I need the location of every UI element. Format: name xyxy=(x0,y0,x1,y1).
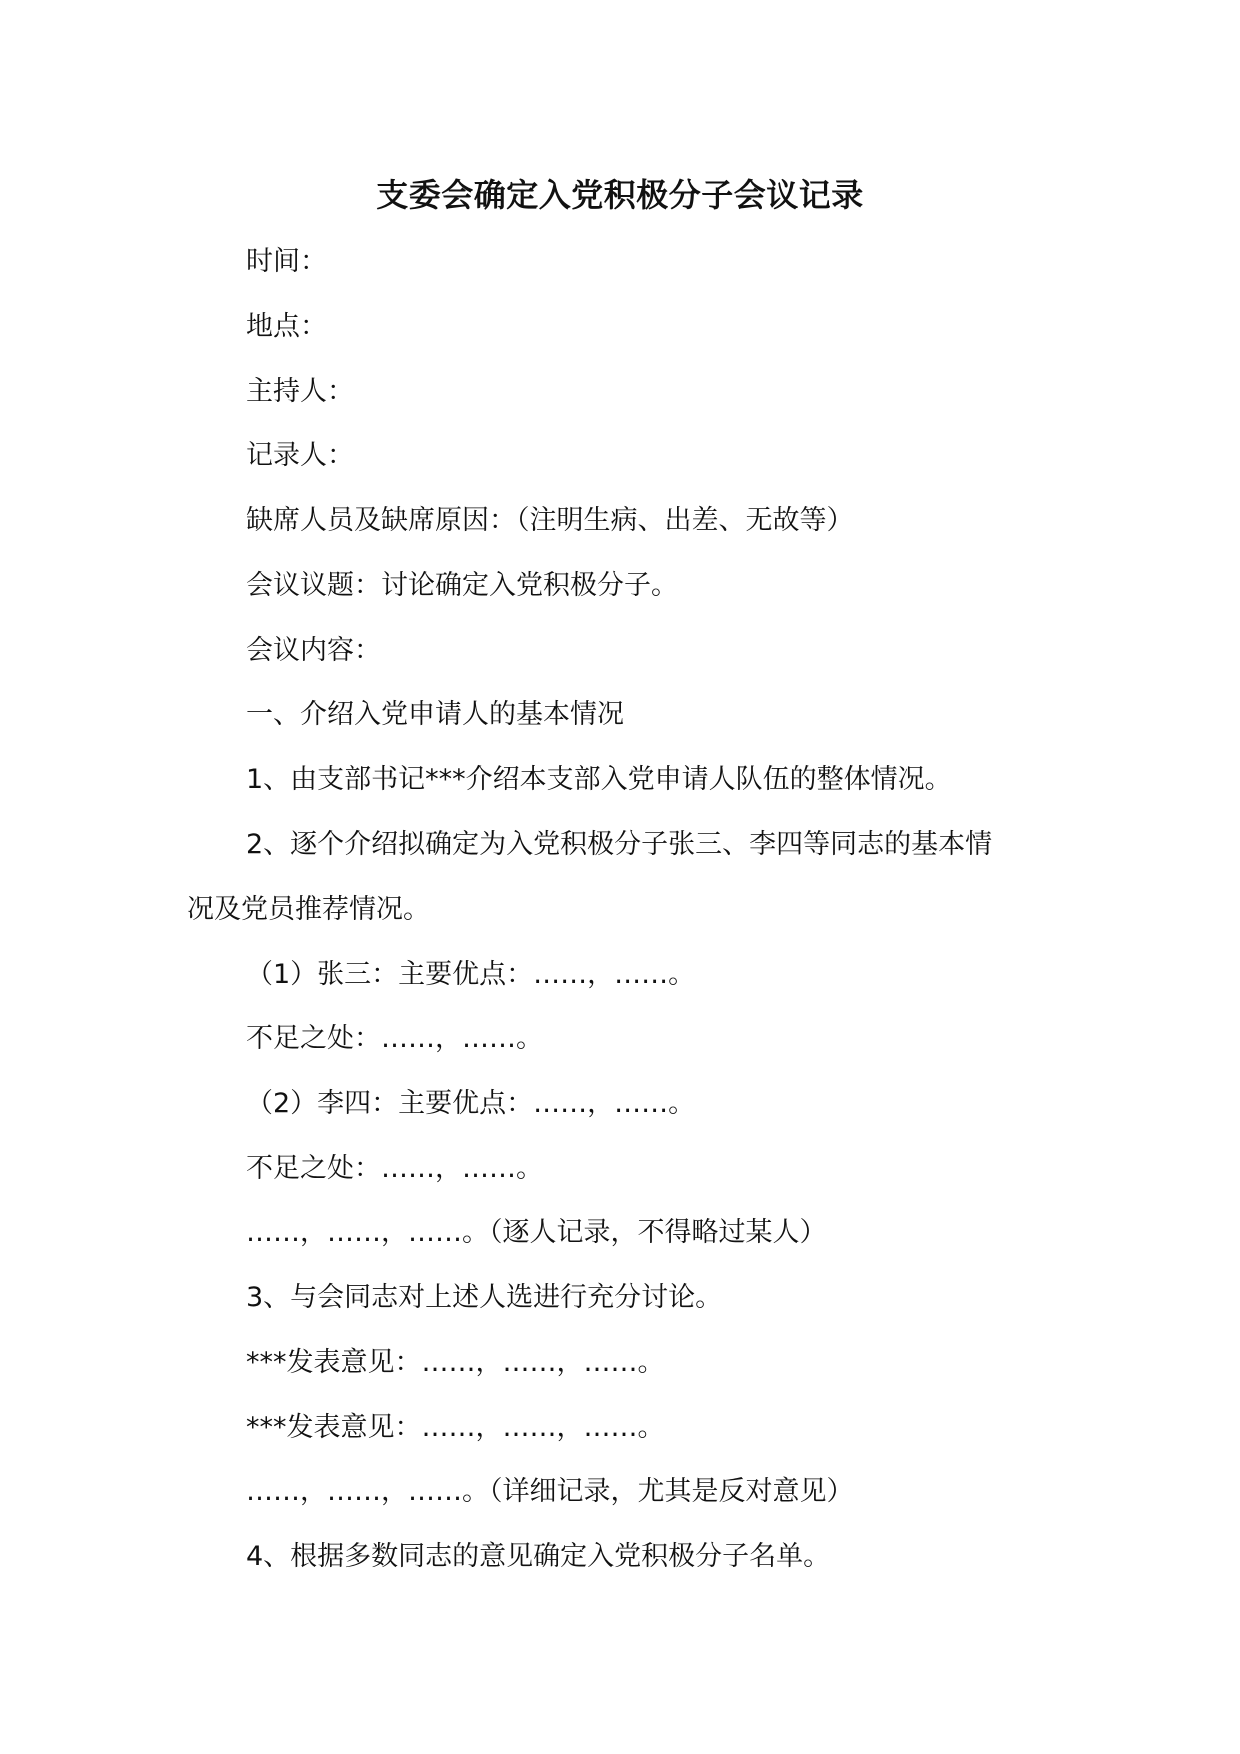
paragraph-item-1: 1、由支部书记***介绍本支部入党申请人队伍的整体情况。 xyxy=(246,764,952,795)
opinion-line: ***发表意见：……，……，……。 xyxy=(246,1412,665,1443)
candidate-2-weaknesses: 不足之处：……，……。 xyxy=(246,1153,543,1184)
field-agenda: 会议议题：讨论确定入党积极分子。 xyxy=(246,570,678,601)
opinion-line: ***发表意见：……，……，……。 xyxy=(246,1347,665,1378)
paragraph-item-2-continued: 况及党员推荐情况。 xyxy=(187,894,430,925)
candidate-1-strengths: （1）张三：主要优点：……，……。 xyxy=(246,959,696,990)
section-heading: 一、介绍入党申请人的基本情况 xyxy=(246,699,624,730)
field-absentees: 缺席人员及缺席原因：（注明生病、出差、无故等） xyxy=(246,505,854,536)
field-content: 会议内容： xyxy=(246,635,381,666)
candidate-1-weaknesses: 不足之处：……，……。 xyxy=(246,1023,543,1054)
field-host: 主持人： xyxy=(246,376,354,407)
paragraph-item-3: 3、与会同志对上述人选进行充分讨论。 xyxy=(246,1282,723,1313)
field-location: 地点： xyxy=(246,311,327,342)
candidate-2-strengths: （2）李四：主要优点：……，……。 xyxy=(246,1088,696,1119)
paragraph-item-4: 4、根据多数同志的意见确定入党积极分子名单。 xyxy=(246,1541,831,1572)
document-title: 支委会确定入党积极分子会议记录 xyxy=(376,176,864,214)
opinion-note: ……，……，……。（详细记录，尤其是反对意见） xyxy=(246,1476,854,1507)
paragraph-item-2: 2、逐个介绍拟确定为入党积极分子张三、李四等同志的基本情 xyxy=(246,829,993,860)
candidate-note: ……，……，……。（逐人记录，不得略过某人） xyxy=(246,1217,827,1248)
field-time: 时间： xyxy=(246,246,327,277)
field-recorder: 记录人： xyxy=(246,440,354,471)
